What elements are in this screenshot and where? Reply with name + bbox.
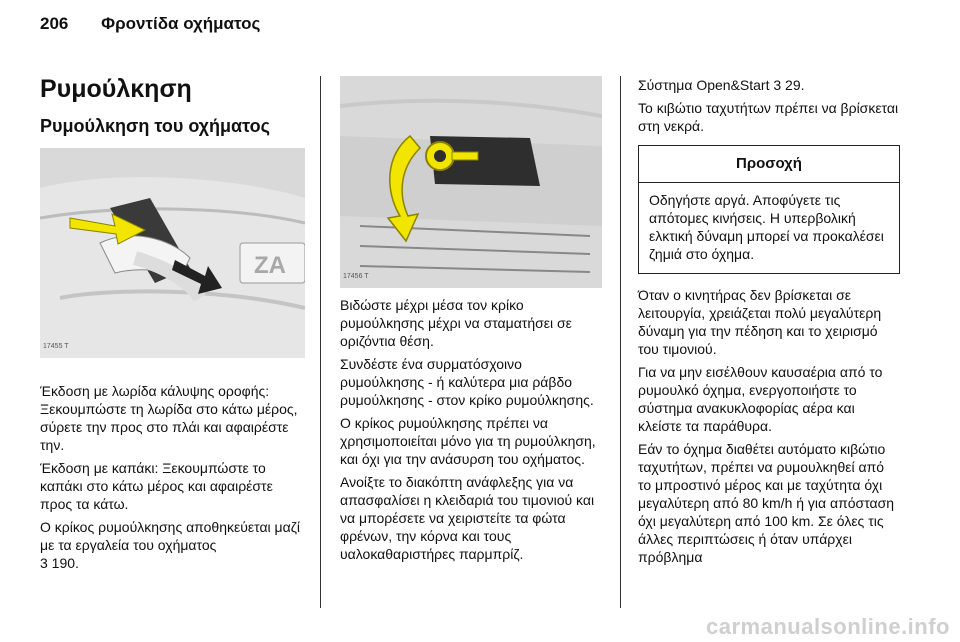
- paragraph: Ο κρίκος ρυμούλκησης αποθηκεύεται μαζί με τα εργαλεία του οχήματος: [40, 519, 301, 553]
- column-2: [340, 76, 602, 568]
- column-1: [40, 74, 308, 577]
- section-subheading: Ρυμούλκηση του οχήματος: [40, 116, 270, 136]
- column-divider: [620, 76, 621, 608]
- figure-number: 17455 T: [43, 343, 69, 350]
- column-3: [638, 76, 900, 571]
- column-divider: [320, 76, 321, 608]
- figure-bumper-cover: [40, 148, 305, 358]
- svg-text:ZA: ZA: [254, 252, 286, 279]
- bumper-cover-illustration: [40, 148, 305, 358]
- paragraph: Βιδώστε μέχρι μέσα τον κρίκο ρυμούλκησης μέχρι να σταματήσει σε οριζόντια θέση.: [340, 297, 572, 349]
- towing-eye-illustration: [340, 76, 602, 288]
- paragraph: Όταν ο κινητήρας δεν βρίσκεται σε λειτουργία, χρειάζεται πολύ μεγαλύτερη δύναμη για την πέδηση και το χειρισμό του τιμονιού.: [638, 287, 882, 357]
- paragraph: Έκδοση με λωρίδα κάλυψης οροφής: Ξεκουμπώστε τη λωρίδα στο κάτω μέρος, σύρετε την προς στο πλάι και αφαιρέστε την.: [40, 383, 298, 453]
- watermark: carmanualsonline.info: [706, 614, 950, 639]
- paragraph: Για να μην εισέλθουν καυσαέρια από το ρυμουλκό όχημα, ενεργοποιήστε το σύστημα ανακυκλοφορίας αέρα και κλείστε τα παράθυρα.: [638, 364, 883, 434]
- page-header: [40, 14, 260, 34]
- warning-text: Οδηγήστε αργά. Αποφύγετε τις απότομες κινήσεις. Η υπερβολική ελκτική δύναμη μπορεί να προκαλέσει ζημιά στο όχημα.: [649, 192, 884, 262]
- paragraph: Ο κρίκος ρυμούλκησης πρέπει να χρησιμοποιείται μόνο για τη ρυμούλκηση, και όχι για την ανάσυρση του οχήματος.: [340, 415, 596, 467]
- paragraph: Σύστημα Open&Start 3 29.: [638, 77, 805, 93]
- paragraph: Συνδέστε ένα συρματόσχοινο ρυμούλκησης - ή καλύτερα μια ράβδο ρυμούλκησης - στον κρίκο ρυμούλκησης.: [340, 356, 594, 408]
- page-number: 206: [40, 14, 69, 33]
- paragraph: Το κιβώτιο ταχυτήτων πρέπει να βρίσκεται στη νεκρά.: [638, 100, 899, 134]
- warning-box: [638, 145, 900, 274]
- figure-towing-eye: [340, 76, 602, 288]
- figure-number: 17456 T: [343, 273, 369, 280]
- paragraph: Έκδοση με καπάκι: Ξεκουμπώστε το καπάκι στο κάτω μέρος και αφαιρέστε προς τα κάτω.: [40, 460, 273, 512]
- page-reference: 3 190.: [40, 555, 79, 571]
- paragraph: Ανοίξτε το διακόπτη ανάφλεξης για να απασφαλίσει η κλειδαριά του τιμονιού και να μπορέσετε να χειριστείτε τα φώτα φρένων, την κόρνα και τους υαλοκαθαριστήρες παρμπρίζ.: [340, 474, 595, 562]
- page-title: Φροντίδα οχήματος: [101, 14, 261, 33]
- paragraph: Εάν το όχημα διαθέτει αυτόματο κιβώτιο ταχυτήτων, πρέπει να ρυμουλκηθεί από το μπροστινό μέρος και με ταχύτητα όχι μεγαλύτερη από 80 km/h ή για απόσταση όχι μεγαλύτερη από 100 km. Σε όλες τις άλλες περιπτώσεις ή όταν υπάρχει πρόβλημα: [638, 441, 895, 565]
- section-heading: Ρυμούλκηση: [40, 75, 192, 103]
- warning-title: Προσοχή: [639, 146, 899, 183]
